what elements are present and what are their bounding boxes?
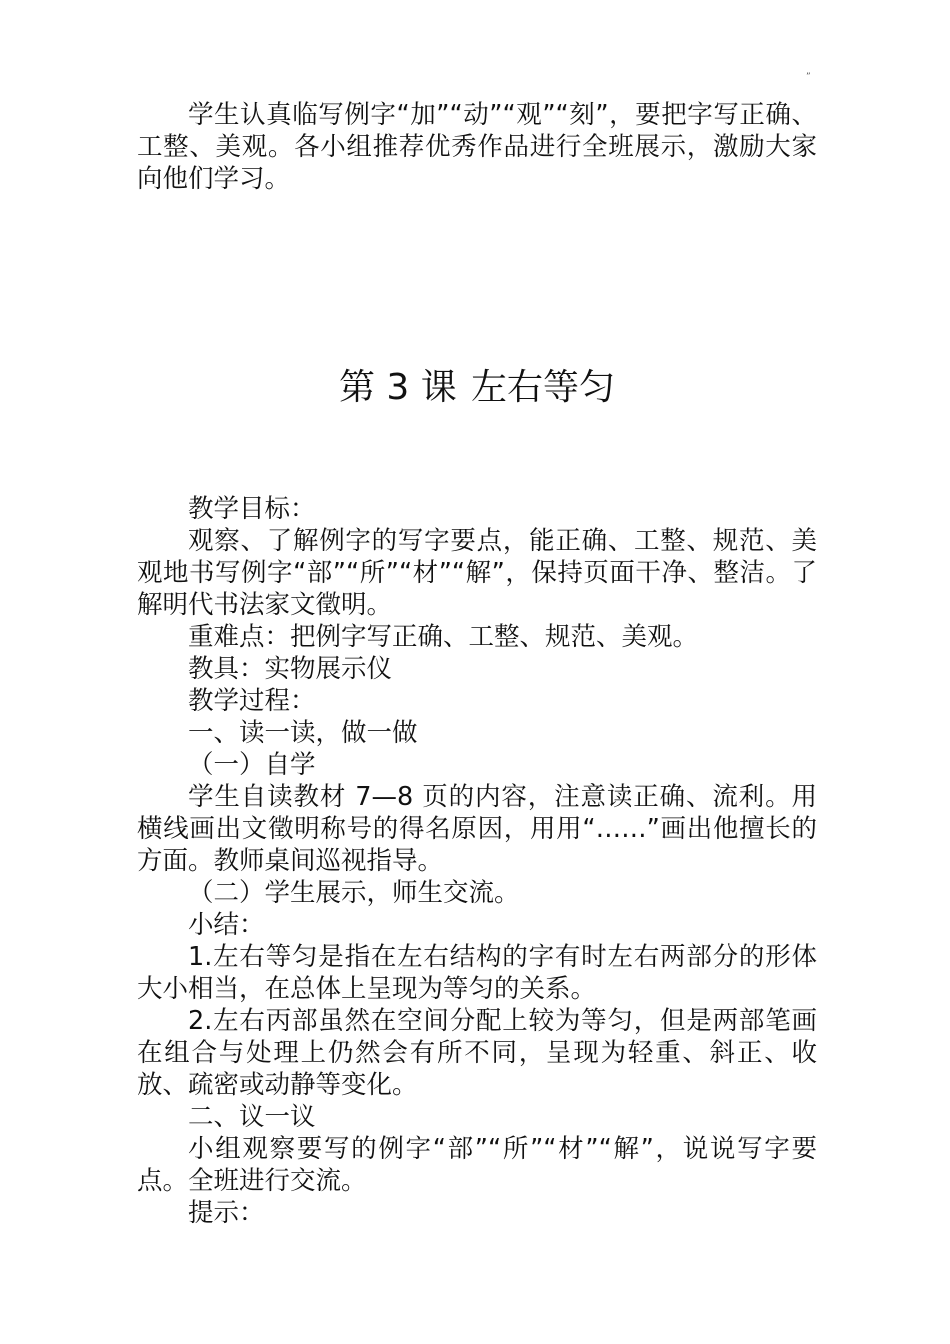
intro-paragraph: 学生认真临写例字“加”“动”“观”“刻”，要把字写正确、工整、美观。各小组推荐优秀作品进行全班展示，激励大家向他们学习。 <box>137 100 817 194</box>
page-corner-mark: ” <box>806 72 811 82</box>
lesson-body <box>137 493 817 1229</box>
paragraph-teaching-process: 教学过程： <box>188 686 316 716</box>
lesson-title <box>137 365 817 411</box>
paragraph-self-study-detail: 学生自读教材 7—8 页的内容，注意读正确、流利。用横线画出文徵明称号的得名原因，用用“……”画出他擅长的方面。教师桌间巡视指导。 <box>137 782 817 876</box>
subsection-self-study: （一）自学 <box>188 750 316 780</box>
summary-point-1: 1.左右等匀是指在左右结构的字有时左右两部分的形体大小相当，在总体上呈现为等匀的关系。 <box>137 942 817 1004</box>
subsection-student-display: （二）学生展示，师生交流。 <box>188 878 520 908</box>
paragraph-teaching-goals: 教学目标： <box>188 494 316 524</box>
paragraph-summary-label: 小结： <box>188 910 265 940</box>
lesson-name: 左右等匀 <box>470 367 615 408</box>
paragraph-hint-label: 提示： <box>188 1198 265 1228</box>
paragraph-teaching-aids: 教具：实物展示仪 <box>188 654 393 684</box>
lesson-number: 第 3 课 <box>338 367 457 408</box>
section-heading-discuss: 二、议一议 <box>188 1102 316 1132</box>
paragraph-goals-detail: 观察、了解例字的写字要点，能正确、工整、规范、美观地书写例字“部”“所”“材”“解”，保持页面干净、整洁。了解明代书法家文徵明。 <box>137 526 817 620</box>
paragraph-group-observation: 小组观察要写的例字“部”“所”“材”“解”，说说写字要点。全班进行交流。 <box>137 1134 817 1196</box>
summary-point-2: 2.左右丙部虽然在空间分配上较为等匀，但是两部笔画在组合与处理上仍然会有所不同，呈现为轻重、斜正、收放、疏密或动静等变化。 <box>137 1006 817 1100</box>
paragraph-key-points: 重难点：把例字写正确、工整、规范、美观。 <box>188 622 699 652</box>
section-heading-read: 一、读一读，做一做 <box>188 718 418 748</box>
document-body <box>137 99 817 1229</box>
